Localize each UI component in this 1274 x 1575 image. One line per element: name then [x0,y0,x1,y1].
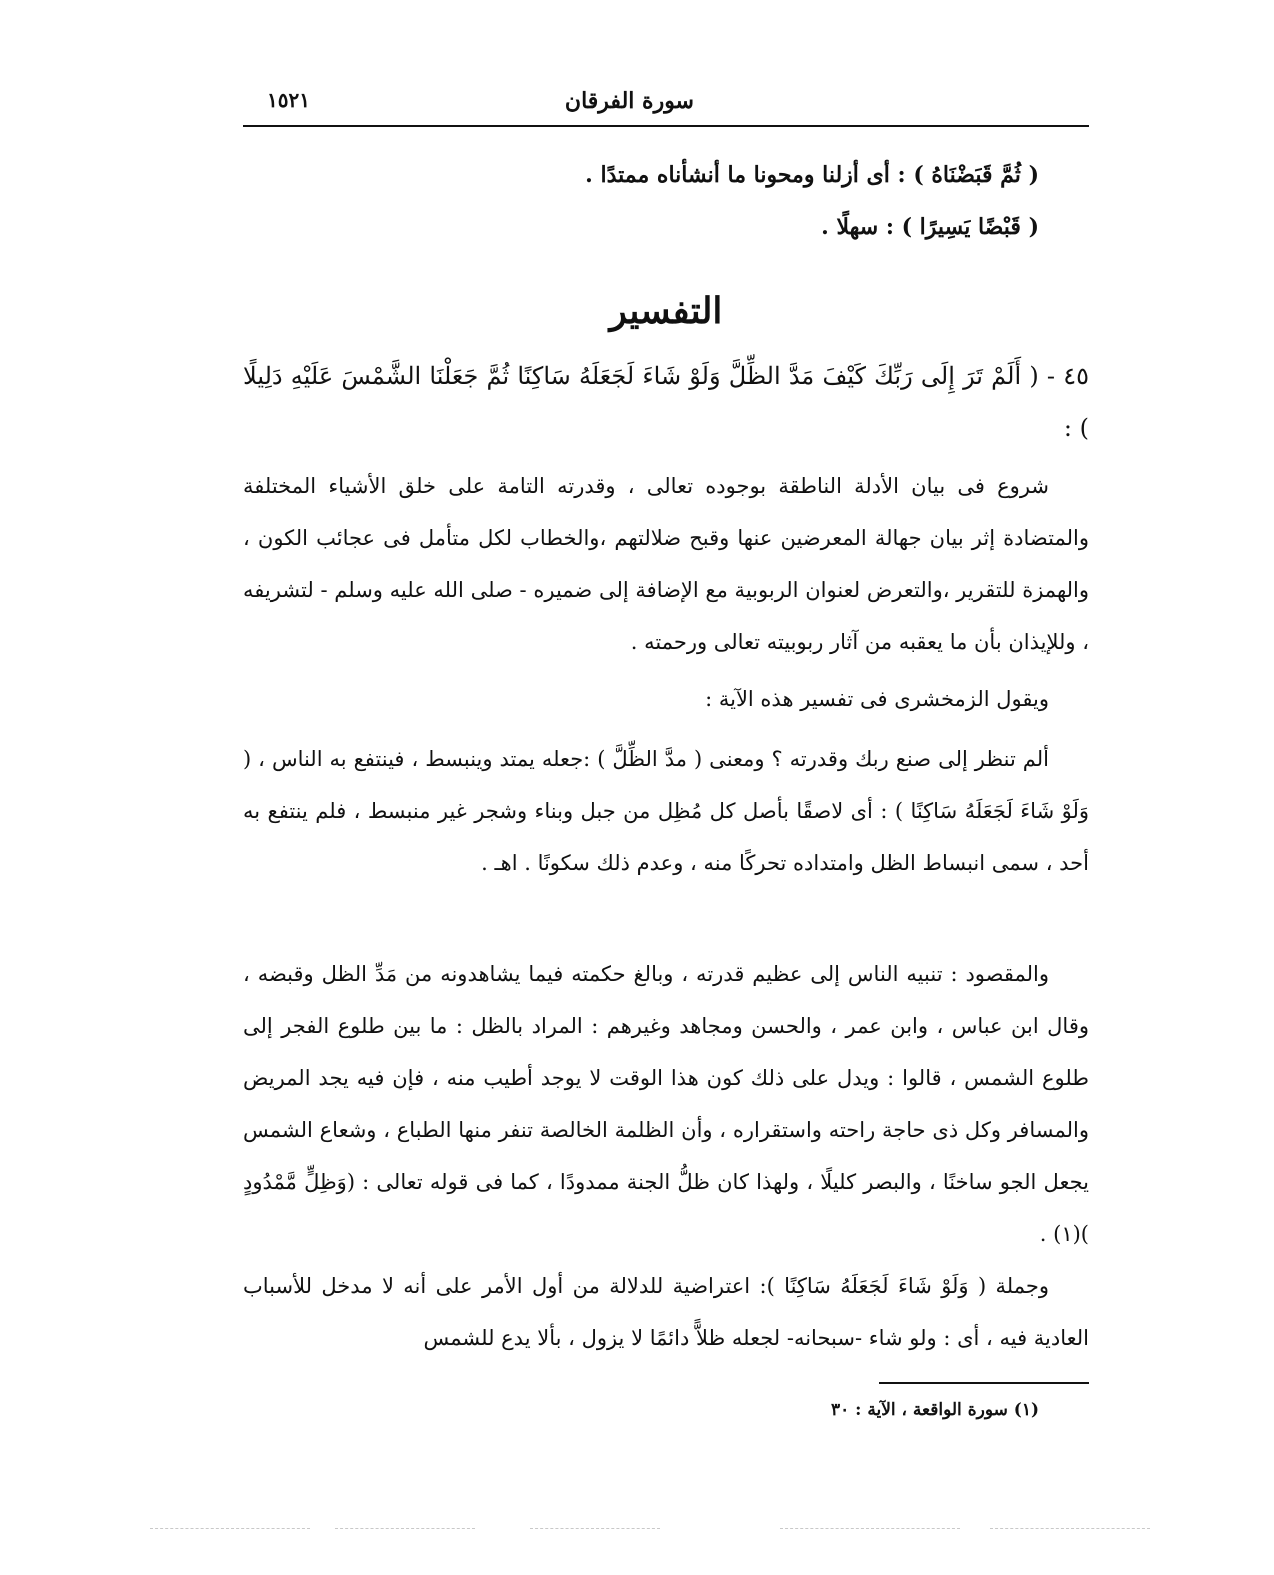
scan-artifact-line [150,1528,310,1529]
book-page [243,80,1089,1460]
commentary-paragraph: وجملة ( وَلَوْ شَاءَ لَجَعَلَهُ سَاكِنًا ): اعتراضية للدلالة من أول الأمر على أنه لا مدخل للأسباب العادية فيه ، أى : ولو شاء -سبحانه- لجعله ظلاًّ دائمًا لا يزول ، بألا يدع للشمس [243,1274,1089,1350]
commentary-paragraph: ويقول الزمخشرى فى تفسير هذه الآية : [705,687,1049,711]
scan-artifact-line [335,1528,475,1529]
header-rule [243,125,1089,127]
footnote: (١) سورة الواقعة ، الآية : ٣٠ [830,1400,1039,1420]
gloss-line: ( ثُمَّ قَبَضْنَاهُ ) : أى أزلنا ومحونا ما أنشأناه ممتدًا . [585,162,1039,188]
commentary-paragraph: شروع فى بيان الأدلة الناطقة بوجوده تعالى ، وقدرته التامة على خلق الأشياء المختلفة والمتضادة إثر بيان جهالة المعرضين عنها وقبح ضلالتهم ،والخطاب لكل متأمل فى عجائب الكون ، والهمزة للتقرير ،والتعرض لعنوان الربوبية مع الإضافة إلى ضميره - صلى الله عليه وسلم - لتشريفه ، وللإيذان بأن ما يعقبه من آثار ربوبيته تعالى ورحمته . [243,474,1089,654]
section-title: التفسير [609,290,723,332]
page-header [243,88,1089,118]
scan-artifact-line [530,1528,660,1529]
gloss-line: ( قَبْضًا يَسِيرًا ) : سهلًا . [821,214,1039,240]
commentary-paragraph: ألم تنظر إلى صنع ربك وقدرته ؟ ومعنى ( مدَّ الظِّلَّ ) :جعله يمتد وينبسط ، فينتفع به الناس ، ( وَلَوْ شَاءَ لَجَعَلَهُ سَاكِنًا ) : أى لاصقًا بأصل كل مُظِل من جبل وبناء وشجر غير منبسط ، فلم ينتفع به أحد ، سمى انبساط الظل وامتداده تحركًا منه ، وعدم ذلك سكونًا . اهـ . [243,747,1089,875]
surah-title: سورة الفرقان [564,88,694,114]
verse-text: ٤٥ - ( أَلَمْ تَرَ إِلَى رَبِّكَ كَيْفَ مَدَّ الظِّلَّ وَلَوْ شَاءَ لَجَعَلَهُ سَاكِنًا ثُمَّ جَعَلْنَا الشَّمْسَ عَلَيْهِ دَلِيلًا ) : [243,362,1089,442]
commentary-paragraph: والمقصود : تنبيه الناس إلى عظيم قدرته ، وبالغ حكمته فيما يشاهدونه من مَدِّ الظل وقبضه ، وقال ابن عباس ، وابن عمر ، والحسن ومجاهد وغيرهم : المراد بالظل : ما بين طلوع الفجر إلى طلوع الشمس ، قالوا : ويدل على ذلك كون هذا الوقت لا يوجد أطيب منه ، فإن فيه يجد المريض والمسافر وكل ذى حاجة راحته واستقراره ، وأن الظلمة الخالصة تنفر منها الطباع ، وشعاع الشمس يجعل الجو ساخنًا ، والبصر كليلًا ، ولهذا كان ظلُّ الجنة ممدودًا ، كما فى قوله تعالى : (وَظِلٍّ مَّمْدُودٍ )(١) . [243,962,1089,1246]
scan-artifact-line [990,1528,1150,1529]
page-number: ١٥٢١ [267,88,310,112]
scan-artifact-line [780,1528,960,1529]
footnote-rule [879,1382,1089,1384]
